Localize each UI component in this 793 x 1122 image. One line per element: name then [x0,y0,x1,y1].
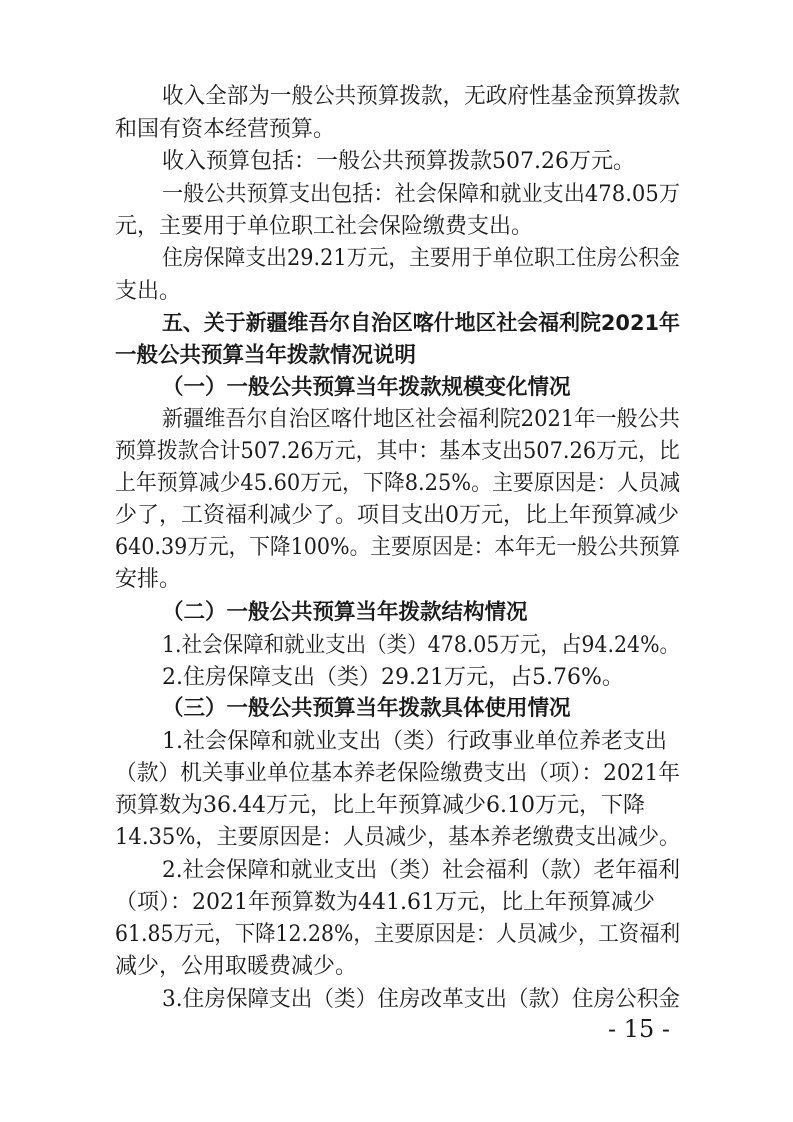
paragraph-line: 预算数为36.44万元，比上年预算减少6.10万元，下降 [115,793,645,818]
subsection-heading: （三）一般公共预算当年拨款具体使用情况 [162,696,571,721]
paragraph-line: （项）：2021年预算数为441.61万元，比上年预算减少 [115,890,655,915]
paragraph-line: 收入预算包括：一般公共预算拨款507.26万元。 [162,149,635,174]
paragraph-line: 新疆维吾尔自治区喀什地区社会福利院2021年一般公共 [162,407,680,432]
paragraph-line: 2.住房保障支出（类）29.21万元，占5.76%。 [162,665,624,690]
section-heading: 五、关于新疆维吾尔自治区喀什地区社会福利院2021年 [162,311,680,336]
paragraph-line: 和国有资本经营预算。 [115,117,336,142]
paragraph-line: 640.39万元，下降100%。主要原因是：本年无一般公共预算 [115,535,681,560]
paragraph-line: 61.85万元，下降12.28%，主要原因是：人员减少，工资福利 [115,922,681,947]
paragraph-line: 14.35%，主要原因是：人员减少，基本养老缴费支出减少。 [115,825,681,850]
paragraph-line: 一般公共预算支出包括：社会保障和就业支出478.05万 [162,182,680,207]
paragraph-line: 1.社会保障和就业支出（类）478.05万元，占94.24%。 [162,633,681,658]
paragraph-line: （款）机关事业单位基本养老保险缴费支出（项）：2021年 [115,761,680,786]
paragraph-line: 1.社会保障和就业支出（类）行政事业单位养老支出 [162,729,667,754]
paragraph-line: 3.住房保障支出（类）住房改革支出（款）住房公积金 [162,987,681,1012]
subsection-heading: （一）一般公共预算当年拨款规模变化情况 [162,375,571,400]
paragraph-line: 元，主要用于单位职工社会保险缴费支出。 [115,214,534,239]
section-heading: 一般公共预算当年拨款情况说明 [115,343,417,368]
subsection-heading: （二）一般公共预算当年拨款结构情况 [162,600,528,625]
paragraph-line: 2.社会保障和就业支出（类）社会福利（款）老年福利 [162,858,681,883]
page-number: - 15 - [608,1015,671,1043]
paragraph-line: 减少，公用取暖费减少。 [115,954,358,979]
paragraph-line: 收入全部为一般公共预算拨款，无政府性基金预算拨款 [162,84,680,109]
paragraph-line: 安排。 [115,567,182,592]
paragraph-line: 上年预算减少45.60万元，下降8.25%。主要原因是：人员减 [115,471,681,496]
paragraph-line: 预算拨款合计507.26万元，其中：基本支出507.26万元，比 [115,439,680,464]
paragraph-line: 住房保障支出29.21万元，主要用于单位职工住房公积金 [162,246,680,271]
paragraph-line: 支出。 [115,279,182,304]
paragraph-line: 少了，工资福利减少了。项目支出0万元，比上年预算减少 [115,503,679,528]
